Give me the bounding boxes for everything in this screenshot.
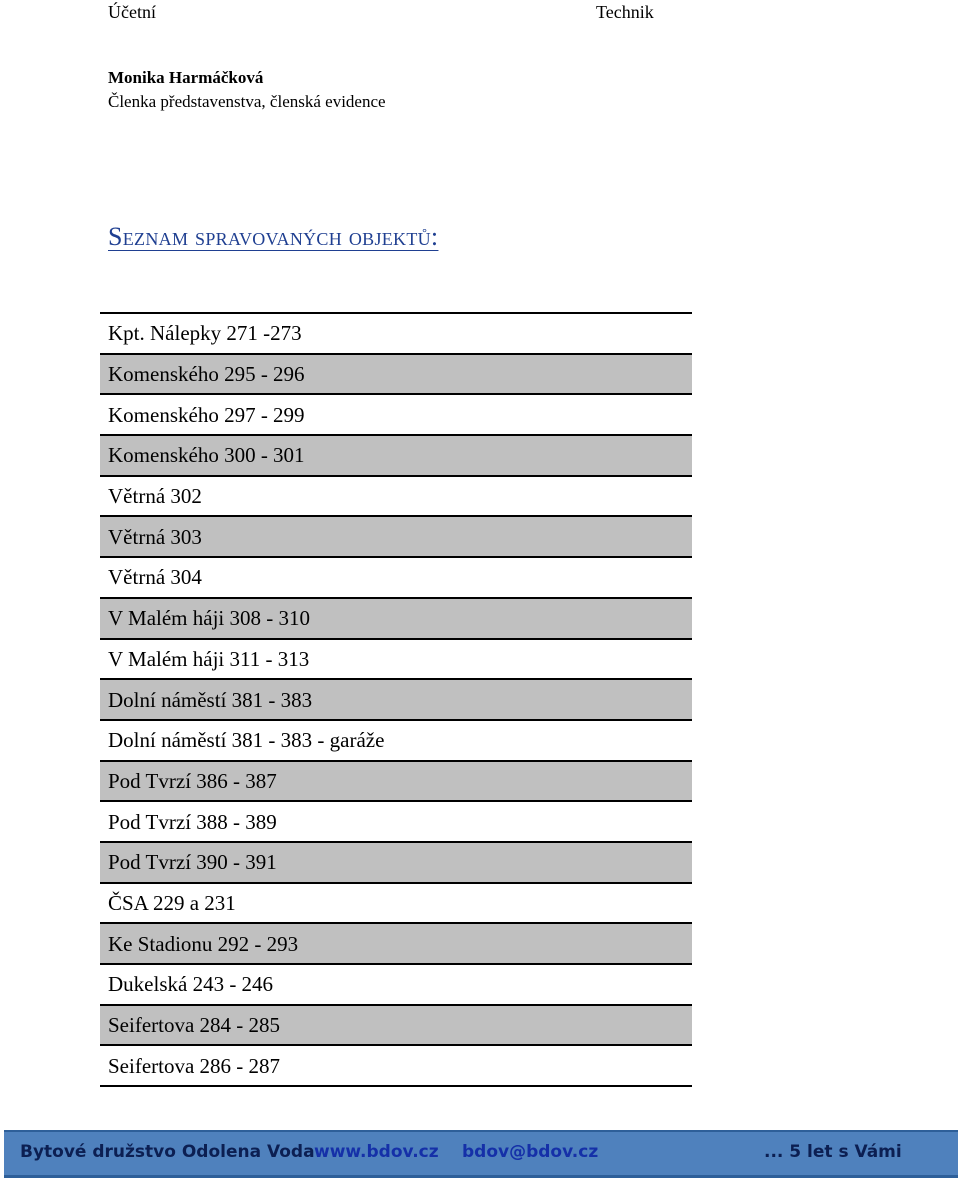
list-item: Větrná 303: [100, 517, 692, 558]
list-item: Větrná 304: [100, 558, 692, 599]
list-item: Komenského 300 - 301: [100, 436, 692, 477]
person-role: Členka představenstva, členská evidence: [108, 92, 386, 111]
list-item: Komenského 295 - 296: [100, 355, 692, 396]
list-item: Ke Stadionu 292 - 293: [100, 924, 692, 965]
list-item: Dukelská 243 - 246: [100, 965, 692, 1006]
list-item: Pod Tvrzí 388 - 389: [100, 802, 692, 843]
footer-org-name: Bytové družstvo Odolena Voda: [20, 1142, 315, 1162]
list-item: Dolní náměstí 381 - 383 - garáže: [100, 721, 692, 762]
person-name: Monika Harmáčková: [108, 68, 264, 87]
page-title: Seznam spravovaných objektů:: [108, 222, 439, 251]
footer-banner: [4, 1130, 958, 1178]
list-item: ČSA 229 a 231: [100, 884, 692, 925]
list-item: Dolní náměstí 381 - 383: [100, 680, 692, 721]
list-item: V Malém háji 308 - 310: [100, 599, 692, 640]
header-left-label: Účetní: [108, 2, 156, 22]
list-item: Komenského 297 - 299: [100, 395, 692, 436]
list-item: Seifertova 286 - 287: [100, 1046, 692, 1087]
list-item: Pod Tvrzí 386 - 387: [100, 762, 692, 803]
footer-website-link[interactable]: www.bdov.cz: [314, 1142, 439, 1162]
list-item: V Malém háji 311 - 313: [100, 640, 692, 681]
contact-block: [108, 66, 386, 114]
footer-email-link[interactable]: bdov@bdov.cz: [462, 1142, 599, 1162]
list-item: Seifertova 284 - 285: [100, 1006, 692, 1047]
list-item: Větrná 302: [100, 477, 692, 518]
list-item: Kpt. Nálepky 271 -273: [100, 314, 692, 355]
objects-list: [100, 312, 692, 1087]
list-item: Pod Tvrzí 390 - 391: [100, 843, 692, 884]
header-right-label: Technik: [596, 2, 654, 22]
footer-slogan: ... 5 let s Vámi: [764, 1142, 902, 1162]
